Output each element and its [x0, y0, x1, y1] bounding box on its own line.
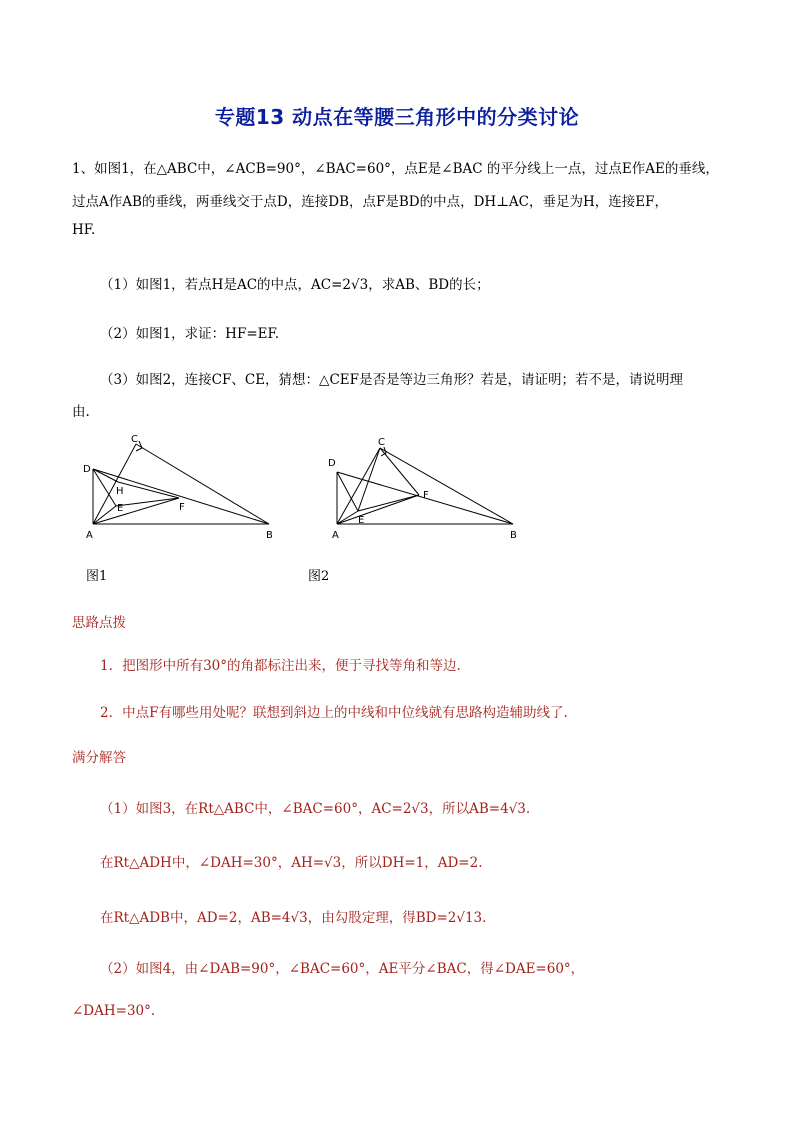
problem-line-2: 过点A作AB的垂线，两垂线交于点D，连接DB，点F是BD的中点，DH⊥AC，垂足为H，连接EF，: [72, 194, 668, 210]
solution-step-3: 在Rt△ADB中，AD=2，AB=4√3，由勾股定理，得BD=2√13.: [100, 910, 487, 926]
figure-2-caption: 图2: [308, 569, 330, 584]
fig1-label-d: D: [83, 464, 91, 475]
fig1-label-e: E: [117, 503, 124, 514]
solution-step-1: （1）如图3，在Rt△ABC中，∠BAC=60°，AC=2√3，所以AB=4√3.: [100, 801, 531, 817]
fig2-label-f: F: [423, 490, 429, 501]
solution-step-5: ∠DAH=30°.: [72, 1003, 156, 1019]
fig2-segment-cf: [380, 448, 419, 495]
fig1-segment-ef: [116, 498, 179, 506]
fig2-label-a: A: [332, 530, 339, 541]
question-2: （2）如图1，求证：HF=EF.: [100, 326, 280, 342]
hints-heading: 思路点拨: [72, 615, 126, 631]
fig1-label-a: A: [86, 530, 93, 541]
question-3-line-1: （3）如图2，连接CF、CE，猜想：△CEF是否是等边三角形？若是，请证明；若不是，请说明理: [100, 372, 683, 388]
fig1-label-b: B: [266, 530, 273, 541]
problem-line-3: HF.: [72, 222, 96, 238]
fig1-segment-cb: [136, 444, 269, 524]
fig1-segment-hf: [118, 482, 179, 498]
fig2-label-c: C: [378, 437, 385, 448]
fig2-label-b: B: [510, 530, 517, 541]
fig2-segment-cb: [380, 448, 513, 524]
figure-1-caption: 图1: [86, 569, 108, 584]
figure-1: [76, 432, 291, 547]
problem-line-1: 1、如图1，在△ABC中，∠ACB=90°，∠BAC=60°，点E是∠BAC 的平分线上一点，过点E作AE的垂线，: [72, 161, 719, 177]
solution-step-2: 在Rt△ADH中，∠DAH=30°，AH=√3，所以DH=1，AD=2.: [100, 855, 483, 871]
figure-2: [320, 432, 535, 547]
fig2-label-d: D: [328, 458, 336, 469]
fig1-label-h: H: [116, 486, 124, 497]
solution-step-4: （2）如图4，由∠DAB=90°，∠BAC=60°，AE平分∠BAC，得∠DAE=60°，: [100, 961, 585, 977]
fig1-label-f: F: [179, 502, 185, 513]
solution-heading: 满分解答: [72, 750, 126, 766]
question-3-line-2: 由.: [72, 404, 90, 420]
fig2-segment-ef: [358, 495, 419, 511]
fig1-segment-ac: [93, 444, 136, 524]
fig1-segment-ae: [93, 506, 116, 524]
question-1: （1）如图1，若点H是AC的中点，AC=2√3，求AB、BD的长；: [100, 277, 490, 293]
fig1-segment-af: [93, 498, 179, 524]
fig2-label-e: E: [358, 515, 365, 526]
hint-item-1: 1．把图形中所有30°的角都标注出来，便于寻找等角和等边.: [100, 658, 461, 674]
page-title: 专题13 动点在等腰三角形中的分类讨论: [214, 105, 580, 129]
hint-item-2: 2．中点F有哪些用处呢？联想到斜边上的中线和中位线就有思路构造辅助线了.: [100, 705, 568, 721]
fig2-segment-af: [337, 495, 419, 524]
fig2-segment-ac: [337, 448, 380, 524]
fig1-label-c: C: [131, 434, 138, 445]
